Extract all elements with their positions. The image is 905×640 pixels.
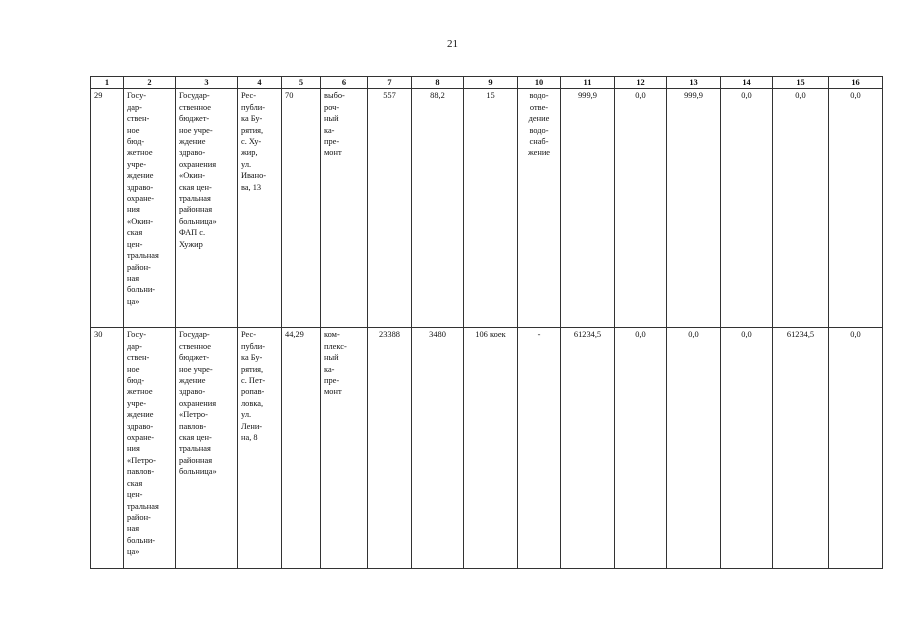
cell-c5: 44,29 — [282, 328, 321, 569]
cell-line: публи- — [241, 341, 266, 351]
cell-line: здраво- — [179, 148, 206, 158]
col-header-12: 12 — [615, 77, 667, 89]
cell-line: водо- — [529, 91, 549, 101]
cell-line: больни- — [127, 285, 156, 295]
cell-line: Рес- — [241, 91, 256, 101]
cell-line: ФАП с. — [179, 228, 206, 238]
cell-line: «Окин- — [179, 171, 206, 181]
table-row — [91, 89, 883, 328]
cell-line: рятия, — [241, 125, 264, 135]
cell-line: ное — [127, 125, 140, 135]
cell-line: тральная — [127, 251, 159, 261]
cell-line: с. Пет- — [241, 376, 266, 386]
col-header-1: 1 — [91, 77, 124, 89]
col-header-2: 2 — [124, 77, 176, 89]
col-header-5: 5 — [282, 77, 321, 89]
col-header-4: 4 — [238, 77, 282, 89]
cell-line: ния — [127, 205, 140, 215]
cell-c7: 23388 — [368, 328, 412, 569]
cell-line: - — [537, 330, 541, 340]
cell-line: Лени- — [241, 421, 263, 431]
cell-line: ствен- — [127, 114, 150, 124]
cell-line: больни- — [127, 535, 156, 545]
cell-line: ская цен- — [179, 182, 212, 192]
cell-line: ния — [127, 444, 140, 454]
cell-line: здраво- — [127, 421, 154, 431]
cell-line: охранения — [179, 398, 217, 408]
cell-line: районная — [179, 455, 213, 465]
cell-line: ца» — [127, 296, 140, 306]
cell-line: пре- — [324, 137, 340, 147]
cell-line: ропав- — [241, 387, 265, 397]
cell-line: тральная — [127, 501, 159, 511]
cell-line: ская — [127, 228, 143, 238]
object-name — [176, 328, 238, 569]
cell-line: выбо- — [324, 91, 345, 101]
cell-line: монт — [324, 387, 342, 397]
col-header-14: 14 — [721, 77, 773, 89]
cell-c7: 557 — [368, 89, 412, 328]
cell-line: жетное — [127, 387, 153, 397]
col-header-7: 7 — [368, 77, 412, 89]
cell-c16: 0,0 — [829, 328, 883, 569]
cell-line: с. Ху- — [241, 137, 262, 147]
cell-line: жение — [527, 148, 551, 158]
cell-line: ждение — [179, 376, 206, 386]
cell-line: ская цен- — [179, 433, 212, 443]
cell-line: пре- — [324, 376, 340, 386]
cell-c15: 61234,5 — [773, 328, 829, 569]
cell-line: плекс- — [324, 341, 347, 351]
cell-line: ца» — [127, 547, 140, 557]
col-header-10: 10 — [518, 77, 561, 89]
cell-line: ждение — [127, 171, 154, 181]
cell-line: охране- — [127, 194, 155, 204]
col-header-15: 15 — [773, 77, 829, 89]
cell-c14: 0,0 — [721, 328, 773, 569]
cell-c14: 0,0 — [721, 89, 773, 328]
cell-line: жир, — [241, 148, 258, 158]
cell-c5: 70 — [282, 89, 321, 328]
cell-line: Госу- — [127, 91, 147, 101]
cell-line: районная — [179, 205, 213, 215]
col-header-13: 13 — [667, 77, 721, 89]
cell-line: ствен- — [127, 353, 150, 363]
cell-line: ком- — [324, 330, 340, 340]
cell-line: учре- — [127, 159, 147, 169]
cell-line: ное учре- — [179, 364, 213, 374]
object-name — [176, 89, 238, 328]
cell-line: больница» — [179, 467, 217, 477]
cell-line: павлов- — [127, 467, 155, 477]
cell-line: ул. — [241, 159, 252, 169]
address — [238, 89, 282, 328]
cell-c16: 0,0 — [829, 89, 883, 328]
row-number: 30 — [91, 328, 124, 569]
data-table — [90, 76, 883, 569]
cell-line: ул. — [241, 410, 252, 420]
cell-line: монт — [324, 148, 342, 158]
cell-line: «Петро- — [127, 455, 156, 465]
cell-line: Государ- — [179, 91, 210, 101]
cell-line: бюджет- — [179, 353, 210, 363]
table-row — [91, 328, 883, 569]
cell-line: Госу- — [127, 330, 147, 340]
row-number: 29 — [91, 89, 124, 328]
cell-line: рятия, — [241, 364, 264, 374]
cell-line: отве- — [529, 102, 549, 112]
cell-line: охране- — [127, 433, 155, 443]
cell-line: публи- — [241, 102, 266, 112]
cell-line: цен- — [127, 490, 143, 500]
cell-line: цен- — [127, 239, 143, 249]
cell-line: ный — [324, 114, 339, 124]
header-row — [91, 77, 883, 89]
cell-line: Ивано- — [241, 171, 267, 181]
cell-c8: 3480 — [412, 328, 464, 569]
cell-line: ловка, — [241, 398, 264, 408]
cell-line: дение — [528, 114, 550, 124]
col-header-11: 11 — [561, 77, 615, 89]
repair-type — [321, 328, 368, 569]
cell-line: ка Бу- — [241, 353, 263, 363]
cell-line: «Окин- — [127, 216, 154, 226]
cell-line: роч- — [324, 102, 340, 112]
cell-line: Хужир — [179, 239, 203, 249]
cell-c9: 106 коек — [464, 328, 518, 569]
cell-c12: 0,0 — [615, 328, 667, 569]
cell-line: охранения — [179, 159, 217, 169]
cell-line: здраво- — [179, 387, 206, 397]
cell-line: ная — [127, 524, 140, 534]
cell-line: «Петро- — [179, 410, 208, 420]
cell-line: тральная — [179, 194, 211, 204]
cell-line: ва, 13 — [241, 182, 262, 192]
cell-c12: 0,0 — [615, 89, 667, 328]
cell-c13: 999,9 — [667, 89, 721, 328]
cell-c13: 0,0 — [667, 328, 721, 569]
cell-line: дар- — [127, 102, 142, 112]
repair-type — [321, 89, 368, 328]
cell-line: ждение — [127, 410, 154, 420]
cell-c8: 88,2 — [412, 89, 464, 328]
cell-line: ственное — [179, 102, 211, 112]
work-type — [518, 328, 561, 569]
work-type — [518, 89, 561, 328]
cell-c9: 15 — [464, 89, 518, 328]
cell-line: ное учре- — [179, 125, 213, 135]
cell-line: бюд- — [127, 376, 145, 386]
cell-line: ственное — [179, 341, 211, 351]
cell-c11: 999,9 — [561, 89, 615, 328]
cell-line: ка- — [324, 364, 335, 374]
cell-line: учре- — [127, 398, 147, 408]
cell-line: ный — [324, 353, 339, 363]
cell-line: Государ- — [179, 330, 210, 340]
cell-line: бюд- — [127, 137, 145, 147]
cell-c15: 0,0 — [773, 89, 829, 328]
col-header-16: 16 — [829, 77, 883, 89]
cell-line: больница» — [179, 216, 217, 226]
cell-line: Рес- — [241, 330, 256, 340]
page-number: 21 — [447, 38, 458, 50]
address — [238, 328, 282, 569]
cell-line: водо- — [529, 125, 549, 135]
cell-line: район- — [127, 512, 151, 522]
cell-line: снаб- — [529, 137, 549, 147]
col-header-6: 6 — [321, 77, 368, 89]
col-header-8: 8 — [412, 77, 464, 89]
cell-line: ка Бу- — [241, 114, 263, 124]
cell-c11: 61234,5 — [561, 328, 615, 569]
cell-line: павлов- — [179, 421, 207, 431]
cell-line: ная — [127, 273, 140, 283]
cell-line: район- — [127, 262, 151, 272]
cell-line: жетное — [127, 148, 153, 158]
institution-name — [124, 89, 176, 328]
cell-line: ное — [127, 364, 140, 374]
institution-name — [124, 328, 176, 569]
cell-line: ждение — [179, 137, 206, 147]
col-header-3: 3 — [176, 77, 238, 89]
cell-line: ская — [127, 478, 143, 488]
col-header-9: 9 — [464, 77, 518, 89]
cell-line: ка- — [324, 125, 335, 135]
cell-line: бюджет- — [179, 114, 210, 124]
cell-line: на, 8 — [241, 433, 258, 443]
cell-line: дар- — [127, 341, 142, 351]
cell-line: здраво- — [127, 182, 154, 192]
cell-line: тральная — [179, 444, 211, 454]
